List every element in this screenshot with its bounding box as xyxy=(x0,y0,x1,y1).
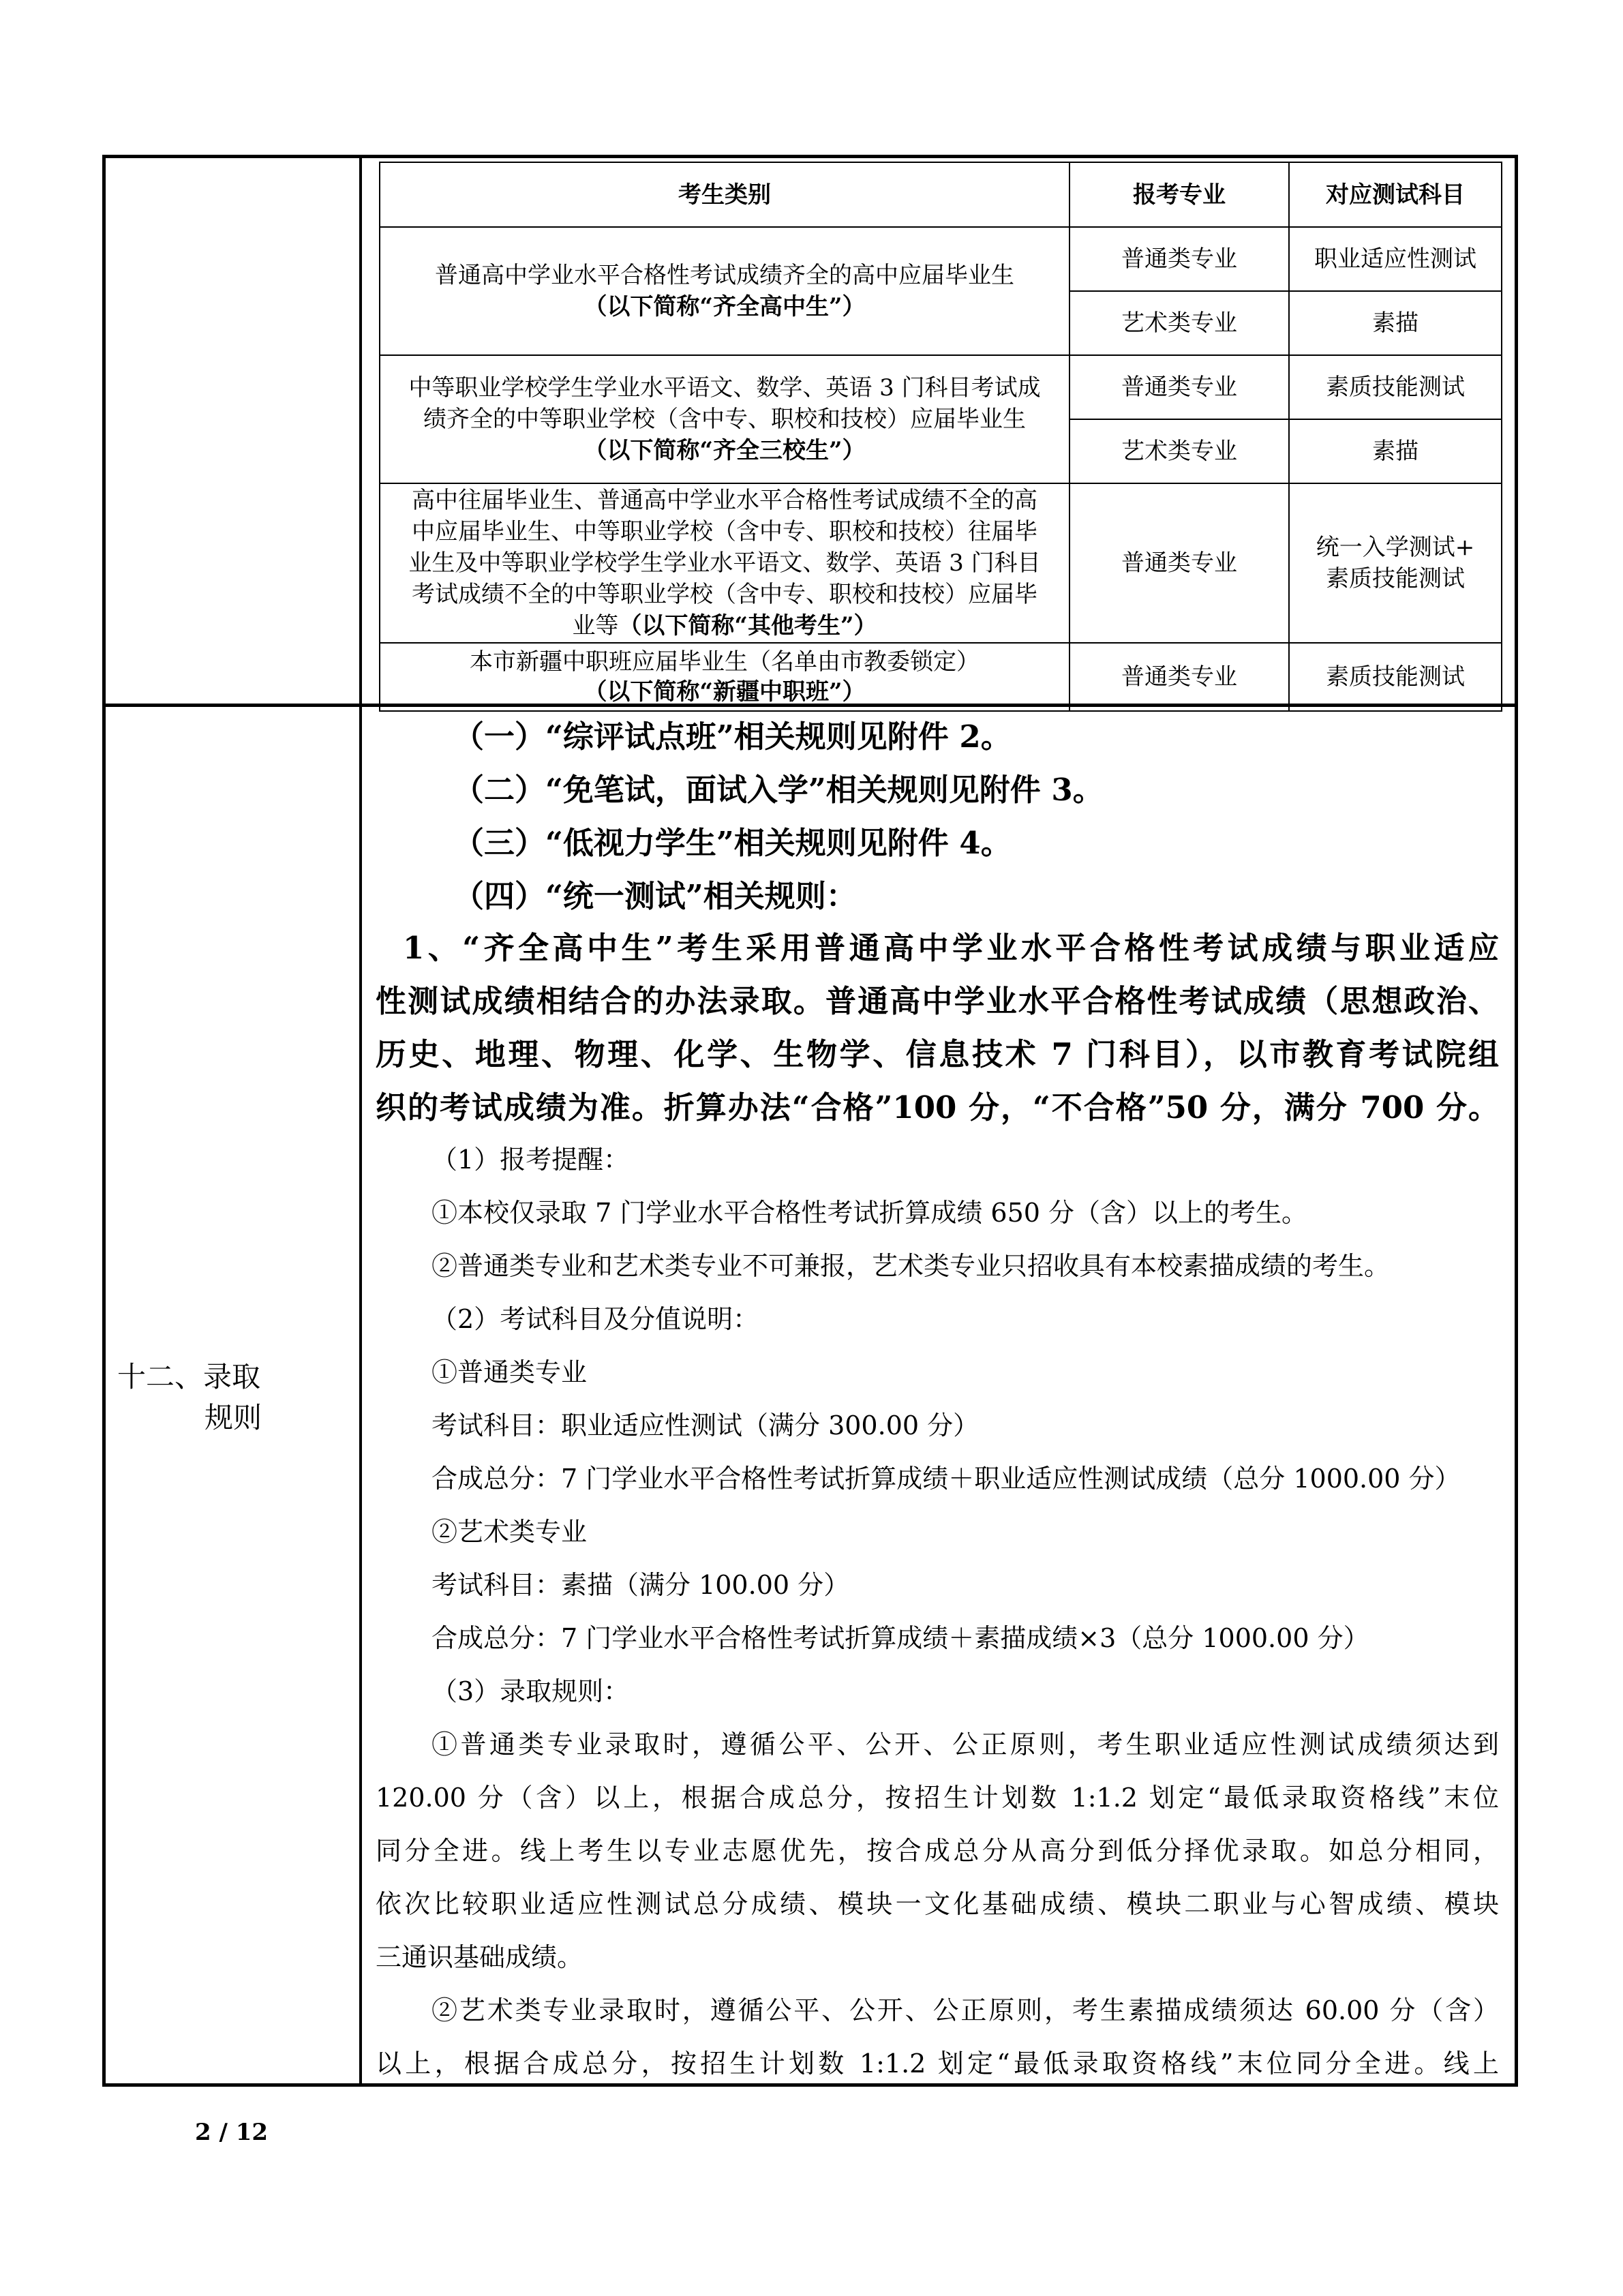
page-number: 2 / 12 xyxy=(195,2119,269,2146)
body-line: 同分全进。线上考生以专业志愿优先，按合成总分从高分到低分择优录取。如总分相同， xyxy=(376,1836,1499,1866)
category-cell xyxy=(380,483,1070,643)
body-line: 依次比较职业适应性测试总分成绩、模块一文化基础成绩、模块二职业与心智成绩、模块 xyxy=(376,1889,1499,1919)
body-line: ②艺术类专业 xyxy=(431,1517,588,1547)
body-line: ①普通类专业录取时，遵循公平、公开、公正原则，考生职业适应性测试成绩须达到 xyxy=(431,1729,1499,1759)
body-line: （3）录取规则： xyxy=(431,1676,630,1706)
body-line: 以上，根据合成总分，按招生计划数 1:1.2 划定“最低录取资格线”末位同分全进。线上 xyxy=(376,2049,1499,2079)
body-line: 三通识基础成绩。 xyxy=(376,1942,583,1972)
table-row xyxy=(380,483,1502,643)
body-line: ②艺术类专业录取时，遵循公平、公开、公正原则，考生素描成绩须达 60.00 分（含） xyxy=(431,1995,1499,2025)
body-line: 120.00 分（含）以上，根据合成总分，按招生计划数 1:1.2 划定“最低录取资格线”末位 xyxy=(376,1783,1499,1813)
subject-text: 素质技能测试 xyxy=(1326,565,1465,592)
major-cell: 普通类专业 xyxy=(1070,355,1289,419)
table-row xyxy=(380,643,1502,711)
body-line: 考试科目：职业适应性测试（满分 300.00 分） xyxy=(431,1410,980,1440)
subject-cell: 素描 xyxy=(1289,291,1502,355)
category-cell xyxy=(380,643,1070,711)
subject-cell: 素质技能测试 xyxy=(1289,355,1502,419)
body-line: 1、“齐全高中生”考生采用普通高中学业水平合格性考试成绩与职业适应 xyxy=(403,930,1499,966)
category-text: 绩齐全的中等职业学校（含中专、职校和技校）应届毕业生 xyxy=(423,406,1026,433)
section-label-line: 十二、录取 xyxy=(117,1360,261,1393)
body-line: （1）报考提醒： xyxy=(431,1145,630,1175)
subject-text: 统一入学测试+ xyxy=(1316,534,1475,561)
header-category: 考生类别 xyxy=(380,162,1070,227)
table-header-row xyxy=(380,162,1502,227)
category-short: （以下简称“其他考生”） xyxy=(618,612,877,639)
body-line: （2）考试科目及分值说明： xyxy=(431,1304,759,1334)
category-text: 业生及中等职业学校学生学业水平语文、数学、英语 3 门科目 xyxy=(408,549,1041,577)
body-line: 织的考试成绩为准。折算办法“合格”100 分，“不合格”50 分，满分 700 分。 xyxy=(376,1089,1499,1126)
subject-cell: 素质技能测试 xyxy=(1289,643,1502,711)
category-text: 本市新疆中职班应届毕业生（名单由市教委锁定） xyxy=(470,648,980,676)
subject-cell: 素描 xyxy=(1289,419,1502,483)
category-cell xyxy=(380,355,1070,483)
body-line: ②普通类专业和艺术类专业不可兼报，艺术类专业只招收具有本校素描成绩的考生。 xyxy=(431,1251,1391,1281)
body-line: 合成总分：7 门学业水平合格性考试折算成绩＋素描成绩×3（总分 1000.00 分） xyxy=(431,1623,1369,1653)
major-cell: 艺术类专业 xyxy=(1070,291,1289,355)
column-divider xyxy=(359,158,362,2083)
section-label xyxy=(117,1357,262,1438)
body-line: （四）“统一测试”相关规则： xyxy=(453,878,857,914)
header-subject: 对应测试科目 xyxy=(1289,162,1502,227)
category-text: 考试成绩不全的中等职业学校（含中专、职校和技校）应届毕 xyxy=(412,581,1037,608)
table-row xyxy=(380,355,1502,419)
major-cell: 普通类专业 xyxy=(1070,483,1289,643)
subject-cell: 职业适应性测试 xyxy=(1289,227,1502,291)
body-line: （二）“免笔试，面试入学”相关规则见附件 3。 xyxy=(453,772,1104,808)
header-major: 报考专业 xyxy=(1070,162,1289,227)
category-text: 中等职业学校学生学业水平语文、数学、英语 3 门科目考试成 xyxy=(408,374,1041,402)
category-text: 普通高中学业水平合格性考试成绩齐全的高中应届毕业生 xyxy=(435,262,1014,289)
major-cell: 普通类专业 xyxy=(1070,227,1289,291)
table-row xyxy=(380,227,1502,291)
body-line: 历史、地理、物理、化学、生物学、信息技术 7 门科目），以市教育考试院组 xyxy=(376,1036,1499,1072)
body-line: ①本校仅录取 7 门学业水平合格性考试折算成绩 650 分（含）以上的考生。 xyxy=(431,1198,1308,1228)
subject-cell xyxy=(1289,483,1502,643)
category-text: 业等 xyxy=(572,612,619,639)
body-line: ①普通类专业 xyxy=(431,1357,588,1387)
category-text: 高中往届毕业生、普通高中学业水平合格性考试成绩不全的高 xyxy=(412,487,1037,514)
body-line: 考试科目：素描（满分 100.00 分） xyxy=(431,1570,850,1600)
category-short: （以下简称“新疆中职班”） xyxy=(583,678,866,706)
section-label-line: 规则 xyxy=(204,1401,262,1434)
body-line: 性测试成绩相结合的办法录取。普通高中学业水平合格性考试成绩（思想政治、 xyxy=(376,983,1499,1019)
body-line: （三）“低视力学生”相关规则见附件 4。 xyxy=(453,825,1012,861)
body-line: 合成总分：7 门学业水平合格性考试折算成绩＋职业适应性测试成绩（总分 1000.00 分） xyxy=(431,1464,1461,1494)
category-text: 中应届毕业生、中等职业学校（含中专、职校和技校）往届毕 xyxy=(412,518,1037,545)
category-cell xyxy=(380,227,1070,355)
category-short: （以下简称“齐全三校生”） xyxy=(583,437,866,464)
category-short: （以下简称“齐全高中生”） xyxy=(583,293,866,320)
major-cell: 艺术类专业 xyxy=(1070,419,1289,483)
candidate-category-table xyxy=(379,162,1502,712)
major-cell: 普通类专业 xyxy=(1070,643,1289,711)
body-line: （一）“综评试点班”相关规则见附件 2。 xyxy=(453,719,1012,755)
